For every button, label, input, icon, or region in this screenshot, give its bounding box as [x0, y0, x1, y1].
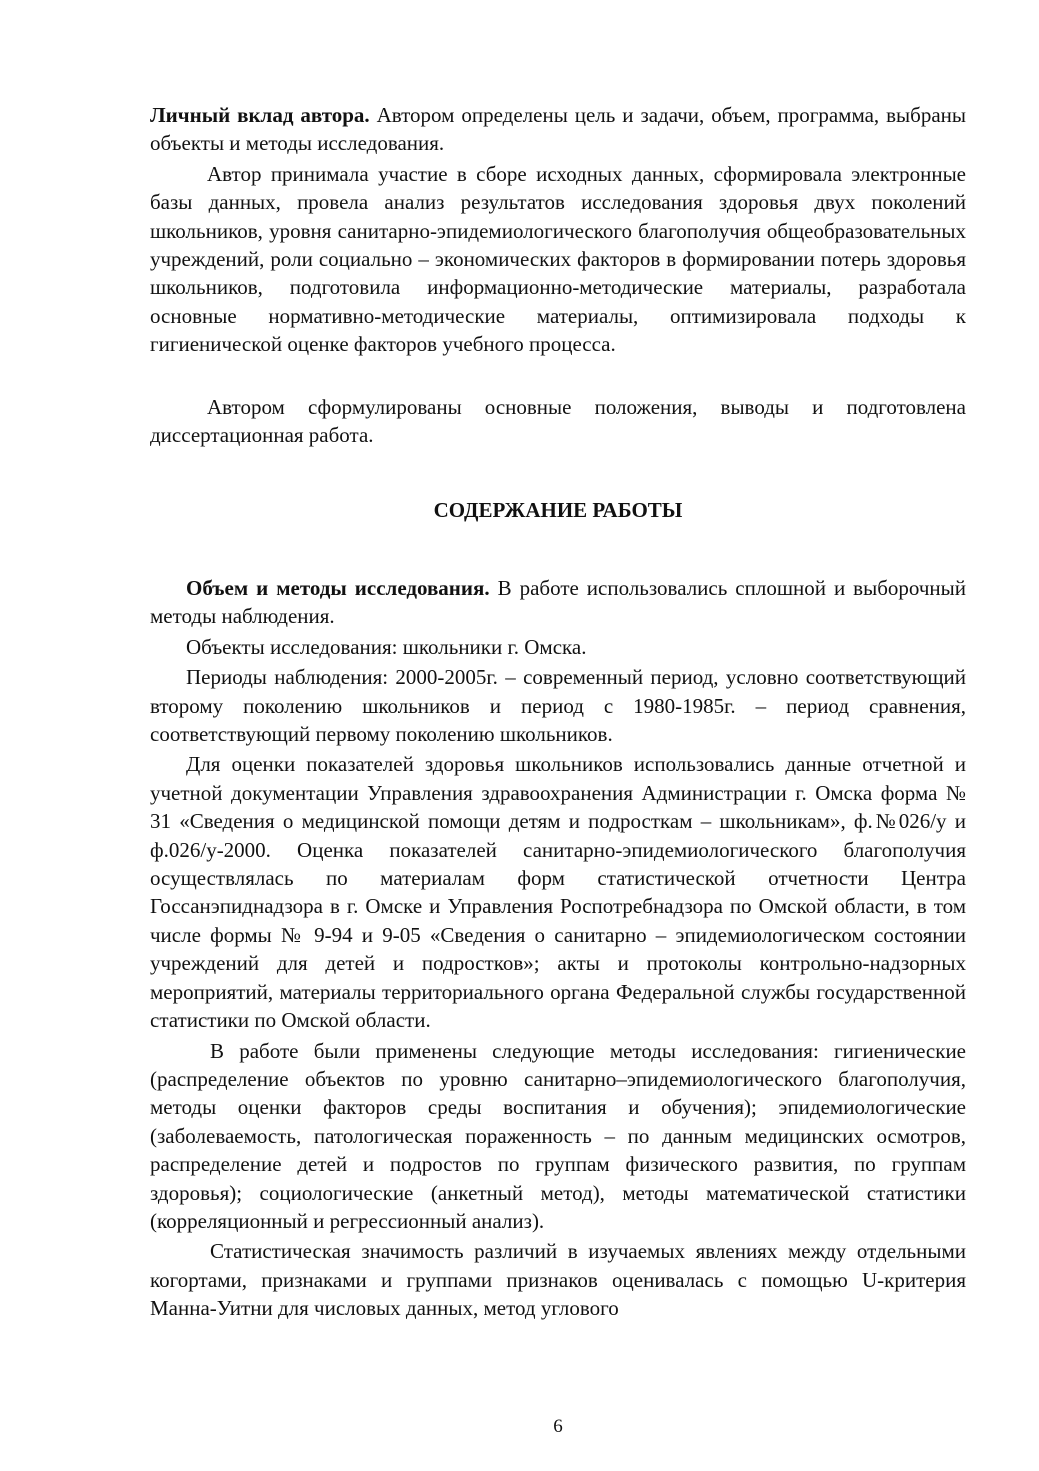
contribution-paragraph-1-text: Автором определены цель и задачи, объем, программа, выбраны объекты и методы исследования.	[150, 103, 966, 156]
page-number: 6	[553, 1416, 563, 1437]
methods-paragraph-1-text: В работе использовались сплошной и выборочный методы наблюдения.	[150, 576, 966, 629]
methods-paragraph-3: Периоды наблюдения: 2000-2005г. – современный период, условно соответствующий второму поколению школьников и период с 1980-1985г. – период сравнения, соответствующий первому поколению школьников.	[150, 665, 966, 747]
methods-section	[150, 574, 966, 1325]
methods-paragraph-1	[150, 574, 966, 631]
contribution-paragraph-3: Автором сформулированы основные положения, выводы и подготовлена диссертационная работа.	[150, 395, 966, 448]
contribution-heading: Личный вклад автора.	[150, 103, 370, 127]
contribution-paragraph-2: Автор принимала участие в сборе исходных данных, сформировала электронные базы данных, провела анализ результатов исследования здоровья двух поколений школьников, уровня санитарно-эпидемиологического благополучия общеобразовательных учреждений, роли социально – экономических факторов в формировании потерь здоровья школьников, подготовила информационно-методические материалы, разработала основные нормативно-методические материалы, оптимизировала подходы к гигиенической оценке факторов учебного процесса.	[150, 161, 966, 357]
section-title: СОДЕРЖАНИЕ РАБОТЫ	[433, 498, 683, 522]
contribution-section	[150, 101, 966, 361]
contribution-conclusion-section	[150, 393, 966, 452]
methods-heading: Объем и методы исследования.	[186, 576, 490, 600]
methods-paragraph-4: Для оценки показателей здоровья школьников использовались данные отчетной и учетной документации Управления здравоохранения Администрации г. Омска форма № 31 «Сведения о медицинской помощи детям и подросткам – школьникам», ф.№026/у и ф.026/у-2000. Оценка показателей санитарно-эпидемиологического благополучия осуществлялась по материалам форм статистической отчетности Центра Госсанэпиднадзора в г. Омске и Управления Роспотребнадзора по Омской области, в том числе формы № 9-94 и 9-05 «Сведения о санитарно – эпидемиологическом состоянии учреждений для детей и подростков»; акты и протоколы контрольно-надзорных мероприятий, материалы территориального органа Федеральной службы государственной статистики по Омской области.	[150, 752, 966, 1033]
contribution-paragraph-1	[150, 101, 966, 158]
methods-paragraph-5: В работе были применены следующие методы исследования: гигиенические (распределение объектов по уровню санитарно–эпидемиологического благополучия, методы оценки факторов среды воспитания и обучения); эпидемиологические (заболеваемость, патологическая пораженность – по данным медицинских осмотров, распределение детей и подростов по группам физического развития, по группам здоровья); социологические (анкетный метод), методы математической статистики (корреляционный и регрессионный анализ).	[150, 1038, 966, 1233]
methods-paragraph-6: Статистическая значимость различий в изучаемых явлениях между отдельными когортами, признаками и группами признаков оценивалась с помощью U-критерия Манна-Уитни для числовых данных, метод углового	[150, 1239, 966, 1321]
methods-paragraph-2: Объекты исследования: школьники г. Омска.	[186, 634, 587, 659]
